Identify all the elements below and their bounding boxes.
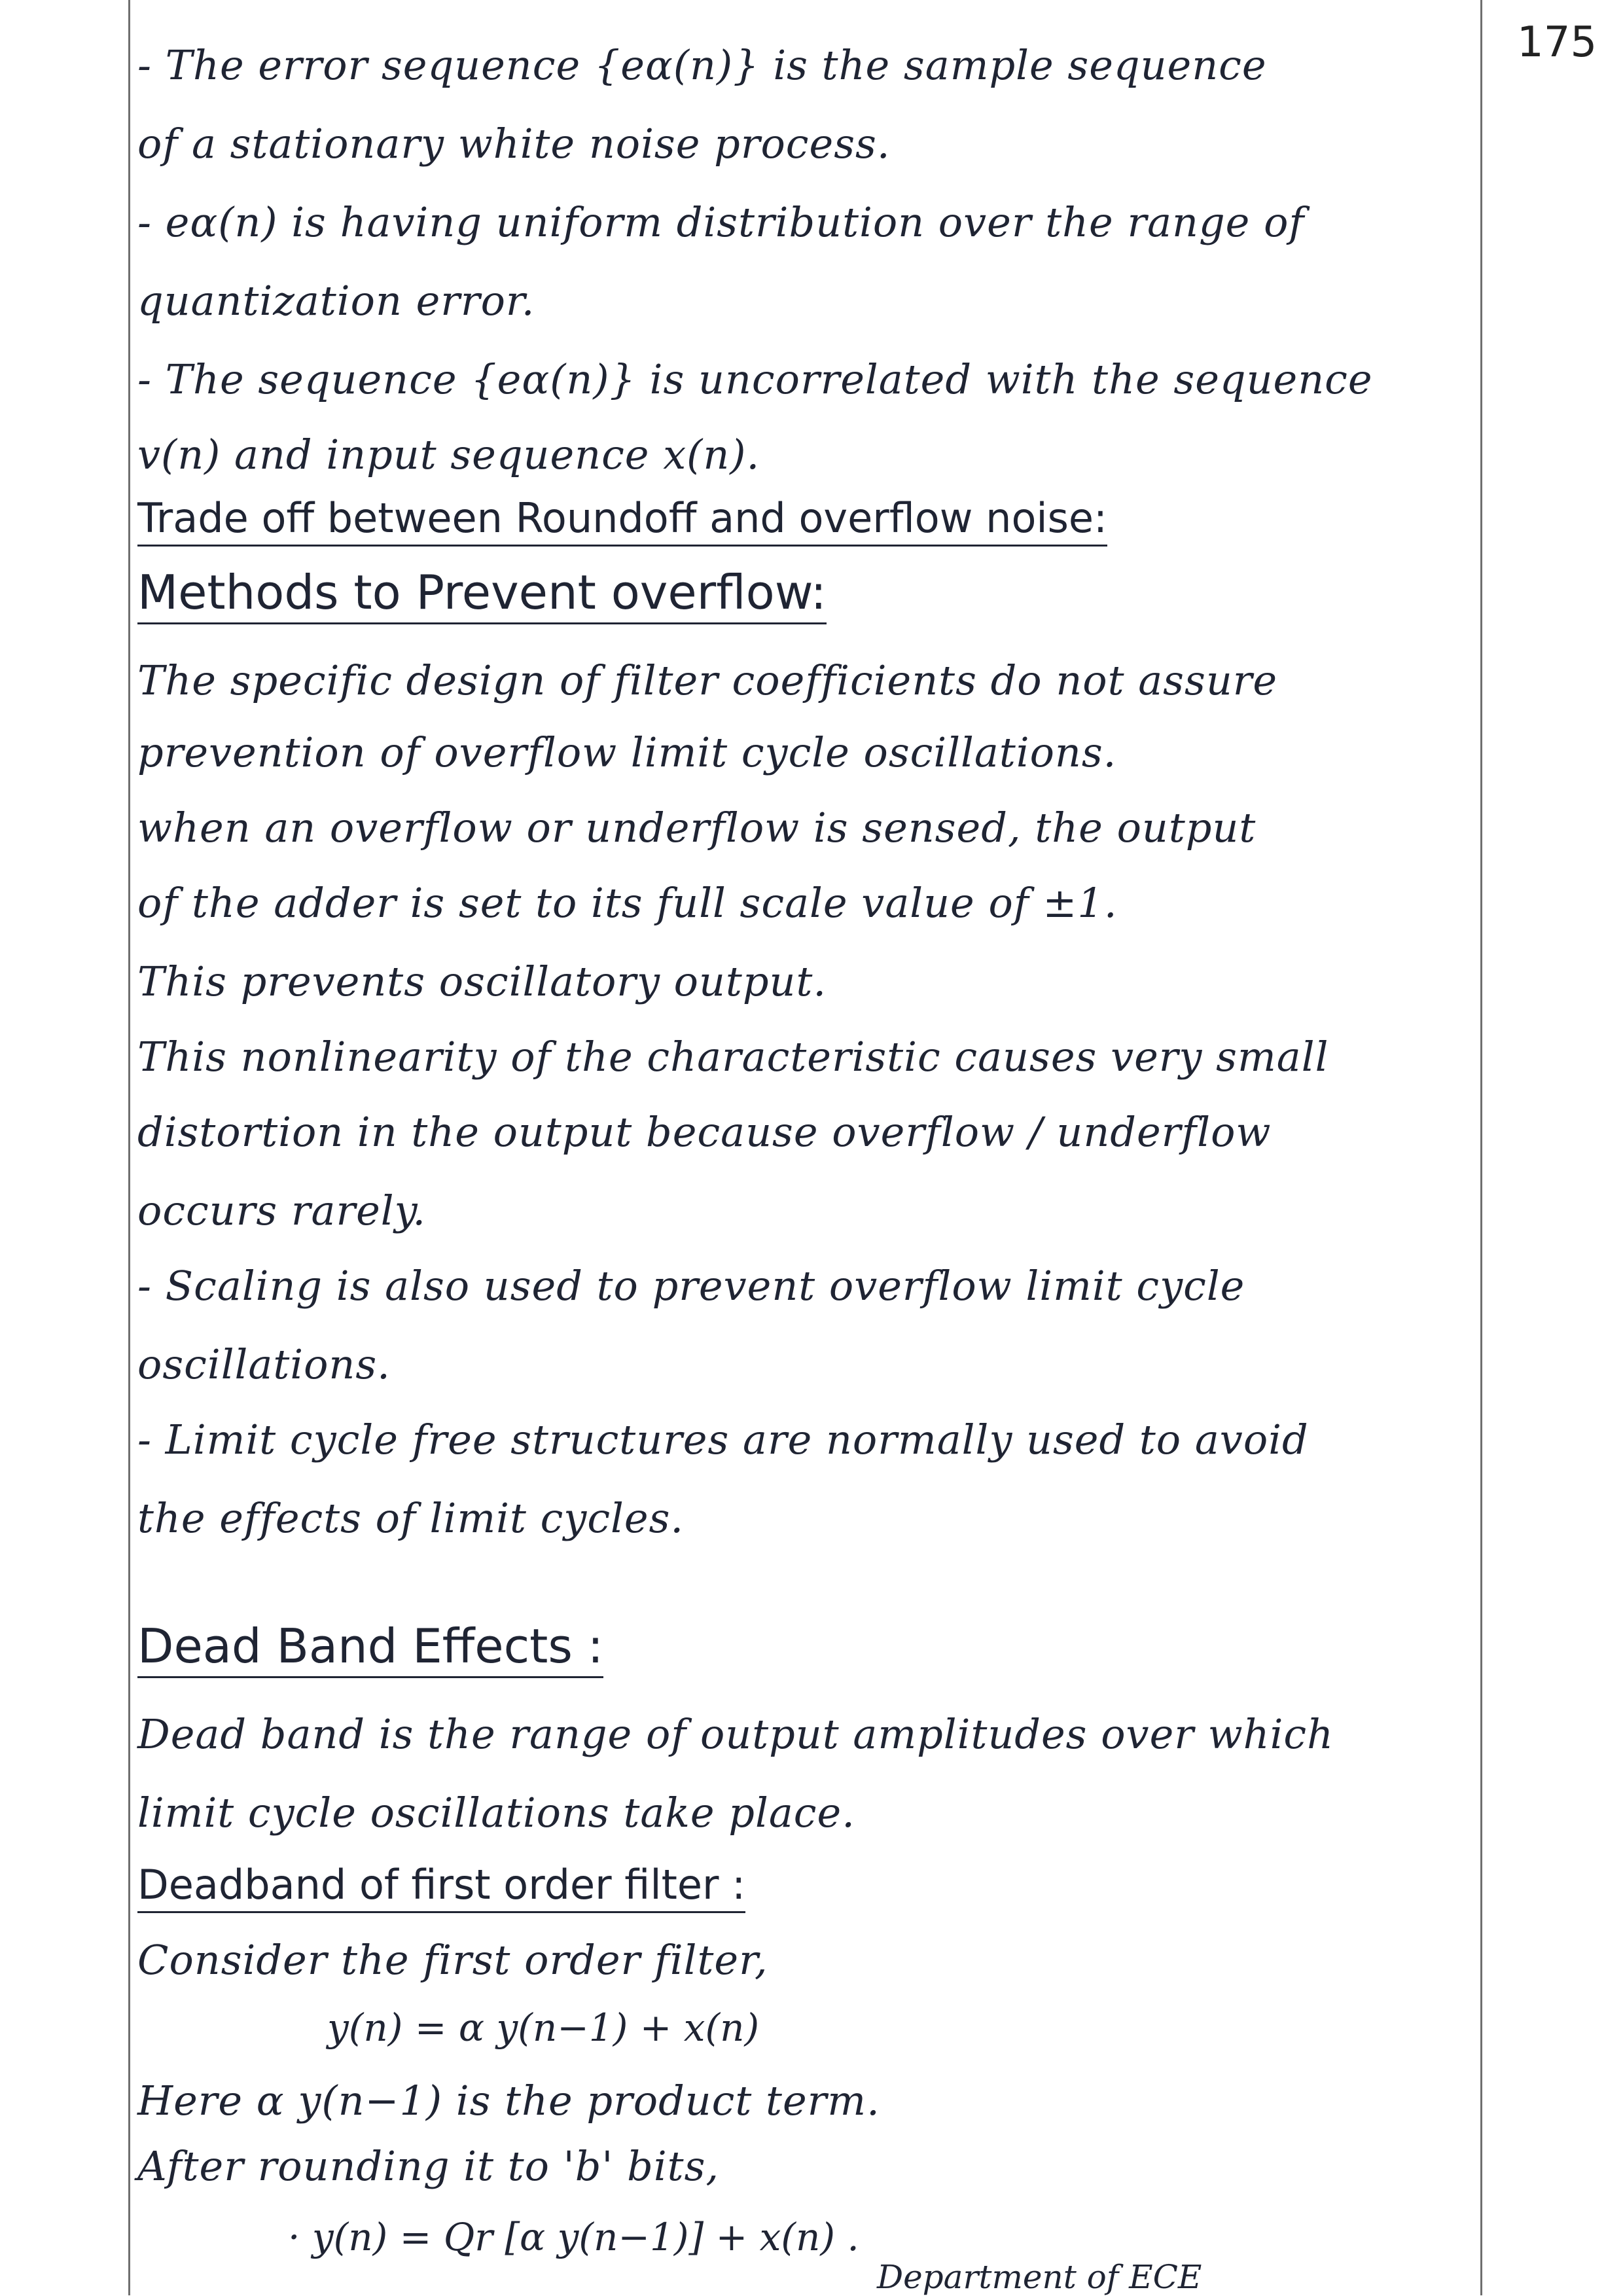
right-margin-rule	[1480, 0, 1482, 2295]
text-line: This prevents oscillatory output.	[137, 958, 827, 1005]
heading-deadband-text: Dead Band Effects :	[137, 1619, 603, 1678]
text-line: quantization error.	[137, 277, 535, 325]
text-line: occurs rarely.	[137, 1187, 427, 1234]
text-line: when an overflow or underflow is sensed, the output	[137, 804, 1257, 852]
equation-first-order: y(n) = α y(n−1) + x(n)	[327, 2005, 760, 2050]
text-line: - The error sequence {eα(n)} is the sample sequence	[137, 41, 1267, 89]
text-line: limit cycle oscillations take place.	[137, 1789, 855, 1837]
heading-methods	[137, 563, 827, 622]
text-line: Here α y(n−1) is the product term.	[137, 2077, 880, 2125]
text-line: prevention of overflow limit cycle oscillations.	[137, 728, 1117, 776]
text-line: Dead band is the range of output amplitudes over which	[137, 1710, 1334, 1758]
text-line: oscillations.	[137, 1340, 391, 1388]
text-line: Consider the first order filter,	[137, 1936, 768, 1984]
equation-rounded: · y(n) = Qr [α y(n−1)] + x(n) .	[288, 2215, 859, 2259]
page-number: 175	[1517, 18, 1597, 67]
heading-tradeoff	[137, 492, 1107, 545]
text-line: - eα(n) is having uniform distribution over the range of	[137, 198, 1305, 246]
heading-tradeoff-text: Trade off between Roundoff and overflow noise:	[137, 494, 1107, 547]
text-line: The specific design of filter coefficients do not assure	[137, 656, 1278, 704]
text-line: of a stationary white noise process.	[137, 120, 891, 168]
heading-deadband	[137, 1617, 603, 1676]
text-line: v(n) and input sequence x(n).	[137, 431, 760, 478]
text-line: - Limit cycle free structures are normally used to avoid	[137, 1416, 1309, 1463]
text-line: the effects of limit cycles.	[137, 1494, 685, 1542]
left-margin-rule	[128, 0, 130, 2295]
text-line: After rounding it to 'b' bits,	[137, 2142, 720, 2190]
text-line: This nonlinearity of the characteristic causes very small	[137, 1033, 1329, 1081]
text-line: - The sequence {eα(n)} is uncorrelated with the sequence	[137, 355, 1373, 403]
heading-first-order-text: Deadband of first order filter :	[137, 1861, 745, 1913]
text-line: of the adder is set to its full scale value of ±1.	[137, 879, 1118, 927]
text-line: - Scaling is also used to prevent overflow limit cycle	[137, 1262, 1245, 1310]
text-line: distortion in the output because overflow / underflow	[137, 1108, 1272, 1156]
department-footer: Department of ECE	[877, 2258, 1202, 2296]
heading-methods-text: Methods to Prevent overflow:	[137, 565, 827, 624]
heading-first-order	[137, 1859, 745, 1911]
